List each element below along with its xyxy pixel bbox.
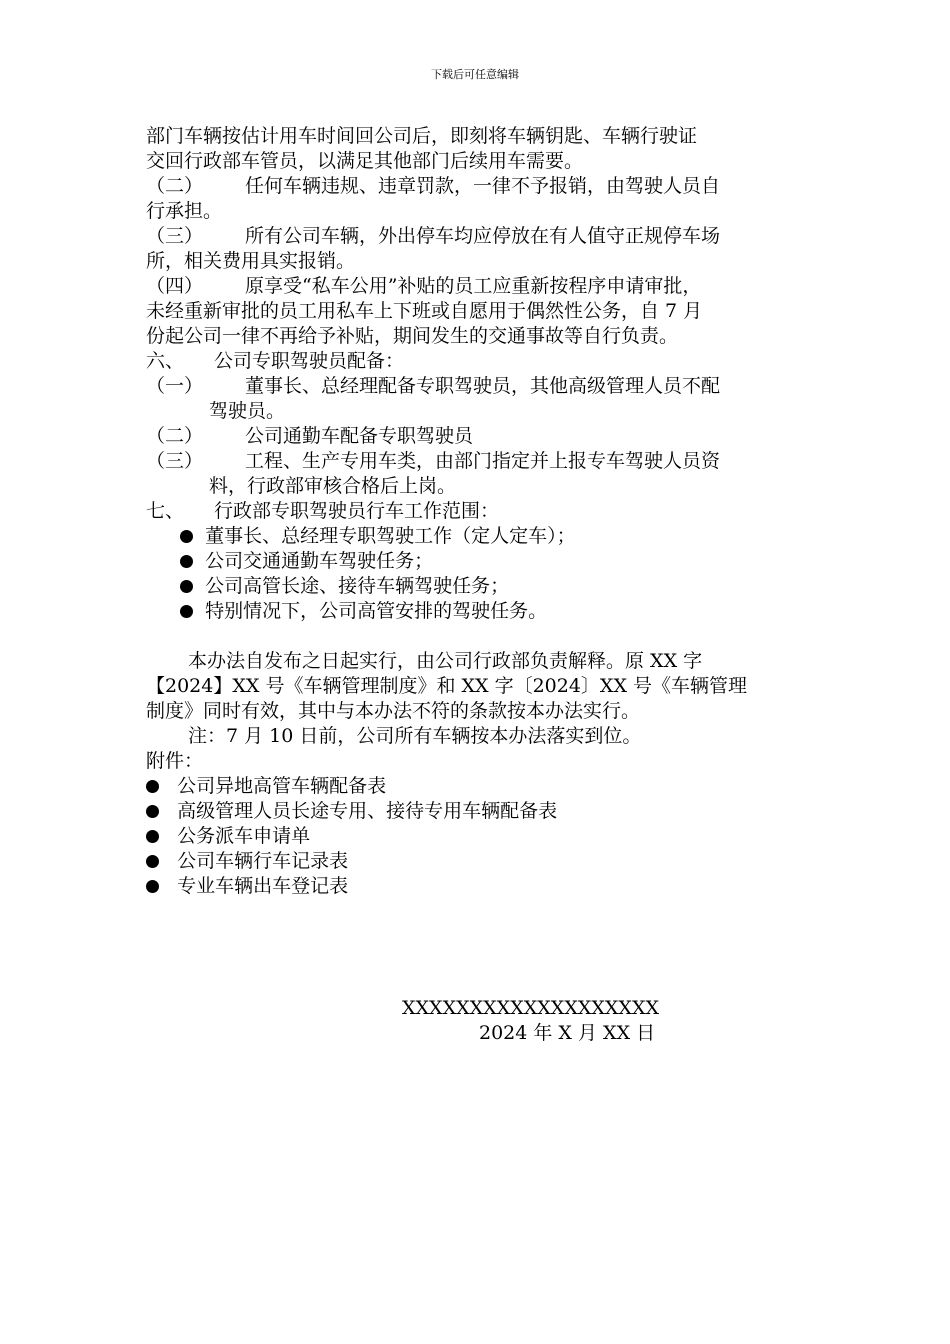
attachment-item <box>146 799 806 824</box>
bullet-icon <box>180 605 193 618</box>
paragraph-line: 制度》同时有效，其中与本办法不符的条款按本办法实行。 <box>146 700 641 722</box>
bullet-text: 董事长、总经理专职驾驶工作（定人定车）； <box>205 525 576 547</box>
bullet-text: 特别情况下，公司高管安排的驾驶任务。 <box>205 600 548 622</box>
list-item <box>146 374 806 424</box>
list-item <box>146 574 806 599</box>
paragraph-line: 交回行政部车管员，以满足其他部门后续用车需要。 <box>146 150 584 172</box>
attachment-text: 专业车辆出车登记表 <box>177 875 349 897</box>
signature-date: 2024 年 X 月 XX 日 <box>479 1022 656 1044</box>
item-number: （三） <box>146 450 204 472</box>
bullet-icon <box>146 855 159 868</box>
item-text: 公司通勤车配备专职驾驶员 <box>245 425 474 447</box>
list-item <box>146 449 806 499</box>
item-text: 工程、生产专用车类，由部门指定并上报专车驾驶人员资 <box>245 450 721 472</box>
attachment-item <box>146 824 806 849</box>
document-body <box>146 124 806 899</box>
list-item <box>146 174 806 224</box>
list-item <box>146 274 806 349</box>
item-text: 行承担。 <box>146 200 223 222</box>
bullet-icon <box>180 555 193 568</box>
spacer <box>146 624 806 649</box>
bullet-icon <box>146 780 159 793</box>
list-item <box>146 549 806 574</box>
bullet-icon <box>146 830 159 843</box>
bullet-text: 公司高管长途、接待车辆驾驶任务； <box>205 575 510 597</box>
bullet-icon <box>146 805 159 818</box>
item-text: 份起公司一律不再给予补贴，期间发生的交通事故等自行负责。 <box>146 325 679 347</box>
attachment-item <box>146 874 806 899</box>
paragraph-line: 本办法自发布之日起实行，由公司行政部负责解释。原 XX 字 <box>188 650 703 672</box>
note-line: 注：7 月 10 日前，公司所有车辆按本办法落实到位。 <box>188 725 642 747</box>
section-number: 六、 <box>146 350 185 372</box>
attachment-text: 公司车辆行车记录表 <box>177 850 349 872</box>
paragraph-line: 【2024】XX 号《车辆管理制度》和 XX 字〔2024〕XX 号《车辆管理 <box>146 675 748 697</box>
item-text: 原享受“私车公用”补贴的员工应重新按程序申请审批， <box>245 275 702 297</box>
item-number: （二） <box>146 175 204 197</box>
bullet-icon <box>180 580 193 593</box>
bullet-icon <box>146 880 159 893</box>
attachment-item <box>146 774 806 799</box>
list-item <box>146 224 806 274</box>
section-title: 公司专职驾驶员配备： <box>214 350 405 372</box>
item-text: 料，行政部审核合格后上岗。 <box>209 475 457 497</box>
paragraph-line: 部门车辆按估计用车时间回公司后，即刻将车辆钥匙、车辆行驶证 <box>146 125 698 147</box>
bullet-icon <box>180 530 193 543</box>
section-heading <box>146 349 806 374</box>
item-number: （二） <box>146 425 204 447</box>
item-text: 所，相关费用具实报销。 <box>146 250 356 272</box>
item-text: 驾驶员。 <box>209 400 286 422</box>
section-title: 行政部专职驾驶员行车工作范围： <box>214 500 500 522</box>
item-number: （一） <box>146 375 204 397</box>
item-text: 任何车辆违规、违章罚款，一律不予报销，由驾驶人员自 <box>245 175 721 197</box>
attachment-item <box>146 849 806 874</box>
signature-org: XXXXXXXXXXXXXXXXXXX <box>402 997 660 1019</box>
download-note: 下载后可任意编辑 <box>431 68 519 81</box>
item-text: 未经重新审批的员工用私车上下班或自愿用于偶然性公务，自 7 月 <box>146 300 703 322</box>
section-heading <box>146 499 806 524</box>
item-number: （三） <box>146 225 204 247</box>
section-number: 七、 <box>146 500 185 522</box>
attachment-text: 高级管理人员长途专用、接待专用车辆配备表 <box>177 800 558 822</box>
list-item <box>146 424 806 449</box>
item-number: （四） <box>146 275 204 297</box>
item-text: 董事长、总经理配备专职驾驶员，其他高级管理人员不配 <box>245 375 721 397</box>
attachment-text: 公司异地高管车辆配备表 <box>177 775 387 797</box>
list-item <box>146 524 806 549</box>
attachments-label: 附件： <box>146 750 204 772</box>
list-item <box>146 599 806 624</box>
attachment-text: 公务派车申请单 <box>177 825 311 847</box>
item-text: 所有公司车辆，外出停车均应停放在有人值守正规停车场 <box>245 225 721 247</box>
bullet-text: 公司交通通勤车驾驶任务； <box>205 550 434 572</box>
